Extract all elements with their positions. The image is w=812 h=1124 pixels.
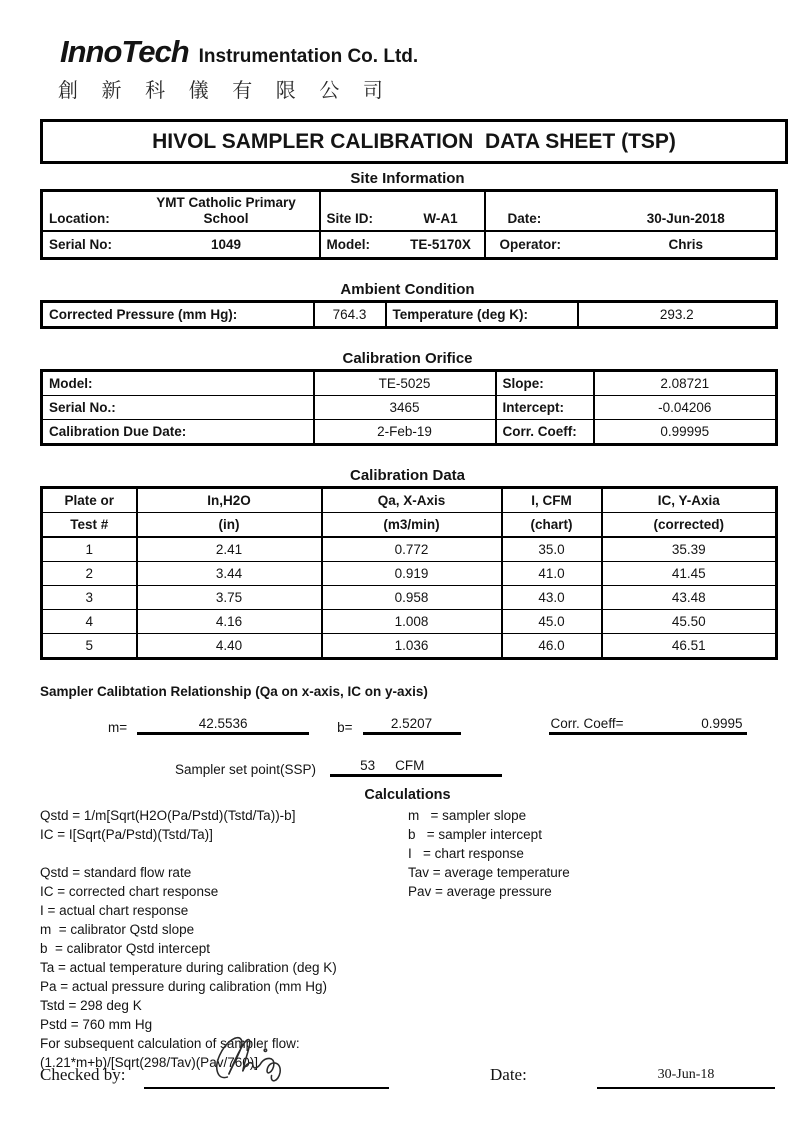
table-row [42, 633, 777, 658]
date-value: 30-Jun-2018 [646, 211, 725, 226]
site-information-table [40, 189, 778, 260]
ambient-condition-table [40, 300, 778, 329]
data-cell: 4 [42, 609, 137, 633]
data-cell: 4.40 [137, 633, 322, 658]
data-cell: 0.772 [322, 537, 502, 562]
data-cell: 1.008 [322, 609, 502, 633]
calibration-orifice-heading: Calibration Orifice [342, 349, 473, 367]
model-label: Model: [320, 231, 398, 258]
corr-coeff-value: 0.99995 [594, 419, 777, 444]
legend-line: Tav = average temperature [408, 864, 570, 880]
data-cell: 41.45 [602, 561, 777, 585]
data-cell: 3.75 [137, 585, 322, 609]
table-row [42, 395, 777, 419]
checked-by-label: Checked by: [40, 1065, 126, 1084]
col-header: Plate or [64, 492, 115, 508]
pressure-value: 764.3 [314, 301, 386, 327]
formula-line: Ta = actual temperature during calibration (deg K) [40, 959, 337, 975]
due-date-label: Calibration Due Date: [42, 419, 314, 444]
model-value: TE-5170X [398, 231, 485, 258]
footer-date-line [597, 1087, 775, 1089]
data-cell: 41.0 [502, 561, 602, 585]
formula-line: b = calibrator Qstd intercept [40, 940, 210, 956]
footer-date-value: 30-Jun-18 [657, 1067, 715, 1082]
location-value: YMT Catholic Primary School [156, 195, 296, 226]
m-label: m= [108, 719, 128, 735]
calibration-data-heading: Calibration Data [349, 466, 466, 484]
slope-value: 2.08721 [594, 370, 777, 395]
orifice-serial-value: 3465 [314, 395, 496, 419]
legend-line: m = sampler slope [408, 807, 527, 823]
footer-date-label: Date: [490, 1065, 527, 1084]
table-row [42, 609, 777, 633]
site-information-heading: Site Information [350, 170, 465, 187]
corr-coeff-result-label: Corr. Coeff= [550, 715, 624, 731]
ssp-label: Sampler set point(SSP) [175, 761, 317, 777]
calibration-data-table [40, 486, 778, 660]
temperature-label: Temperature (deg K): [386, 301, 578, 327]
company-chinese-name: 創 新 科 儀 有 限 公 司 [58, 80, 392, 102]
data-cell: 35.39 [602, 537, 777, 562]
serial-no-label: Serial No: [42, 231, 134, 258]
table-row [42, 585, 777, 609]
date-label: Date: [485, 191, 597, 232]
ssp-unit: CFM [395, 757, 425, 773]
data-cell: 46.51 [602, 633, 777, 658]
data-cell: 46.0 [502, 633, 602, 658]
legend-line: Pav = average pressure [408, 883, 552, 899]
relationship-values-row [40, 713, 775, 735]
data-cell: 0.919 [322, 561, 502, 585]
table-row [42, 231, 777, 258]
data-cell: 3.44 [137, 561, 322, 585]
signature-chris [190, 1029, 350, 1091]
data-cell: 0.958 [322, 585, 502, 609]
table-row [42, 561, 777, 585]
formula-line: Pstd = 760 mm Hg [40, 1016, 153, 1032]
formula-line: I = actual chart response [40, 902, 189, 918]
site-id-value: W-A1 [423, 211, 458, 226]
table-row [42, 419, 777, 444]
company-suffix: Instrumentation Co. Ltd. [198, 46, 419, 67]
document-title-box [40, 119, 788, 164]
intercept-label: Intercept: [496, 395, 594, 419]
data-cell: 1 [42, 537, 137, 562]
company-logo-text: InnoTech [60, 34, 189, 69]
calculations-block [40, 806, 775, 1072]
col-subheader: Test # [42, 512, 137, 537]
site-id-label: Site ID: [320, 191, 398, 232]
data-cell: 2.41 [137, 537, 322, 562]
company-letterhead [40, 34, 775, 70]
formula-line: For subsequent calculation of sampler flow: [40, 1035, 300, 1051]
formula-line: Qstd = 1/m[Sqrt(H2O(Pa/Pstd)(Tstd/Ta))-b] [40, 807, 296, 823]
intercept-value: -0.04206 [594, 395, 777, 419]
relationship-heading: Sampler Calibtation Relationship (Qa on x-axis, IC on y-axis) [40, 683, 428, 699]
col-header: IC, Y-Axia [602, 487, 777, 512]
header-row [42, 487, 777, 512]
pressure-label: Corrected Pressure (mm Hg): [49, 306, 238, 322]
sign-off-footer [40, 1043, 775, 1103]
corr-coeff-result-value: 0.9995 [701, 715, 743, 731]
b-value: 2.5207 [363, 716, 461, 735]
legend-line: b = sampler intercept [408, 826, 542, 842]
table-row [42, 301, 777, 327]
formula-line: (1.21*m+b)/[Sqrt(298/Tav)(Pav/760)] [40, 1054, 258, 1070]
table-row [42, 370, 777, 395]
calibration-orifice-table [40, 369, 778, 446]
col-header: I, CFM [502, 487, 602, 512]
corr-coeff-group [549, 716, 747, 735]
data-cell: 43.48 [602, 585, 777, 609]
calculations-heading: Calculations [364, 786, 451, 803]
temperature-value: 293.2 [578, 301, 777, 327]
legend-line: I = chart response [408, 845, 524, 861]
table-row [42, 537, 777, 562]
data-cell: 35.0 [502, 537, 602, 562]
data-cell: 5 [42, 633, 137, 658]
due-date-value: 2-Feb-19 [314, 419, 496, 444]
orifice-model-label: Model: [49, 375, 93, 391]
ssp-value: 53 [360, 757, 376, 773]
formula-line [40, 844, 408, 863]
orifice-model-value: TE-5025 [314, 370, 496, 395]
operator-value: Chris [597, 231, 777, 258]
data-cell: 4.16 [137, 609, 322, 633]
calculations-right-column [408, 806, 768, 1072]
document-title: HIVOL SAMPLER CALIBRATION DATA SHEET (TSP) [152, 129, 676, 153]
corr-coeff-label: Corr. Coeff: [496, 419, 594, 444]
data-cell: 3 [42, 585, 137, 609]
col-subheader: (m3/min) [322, 512, 502, 537]
ambient-condition-heading: Ambient Condition [340, 280, 475, 298]
ssp-value-group [330, 758, 502, 777]
col-subheader: (in) [137, 512, 322, 537]
header-row [42, 512, 777, 537]
serial-no-value: 1049 [134, 231, 320, 258]
b-label: b= [337, 719, 353, 735]
data-cell: 45.50 [602, 609, 777, 633]
orifice-serial-label: Serial No.: [42, 395, 314, 419]
data-cell: 2 [42, 561, 137, 585]
col-subheader: (chart) [502, 512, 602, 537]
location-label: Location: [49, 211, 110, 226]
data-cell: 45.0 [502, 609, 602, 633]
formula-line: IC = I[Sqrt(Pa/Pstd)(Tstd/Ta)] [40, 826, 213, 842]
col-header: Qa, X-Axis [322, 487, 502, 512]
formula-line: Pa = actual pressure during calibration (mm Hg) [40, 978, 328, 994]
formula-line: Tstd = 298 deg K [40, 997, 142, 1013]
formula-line: IC = corrected chart response [40, 883, 219, 899]
operator-label: Operator: [485, 231, 597, 258]
table-row [42, 191, 777, 232]
formula-line: Qstd = standard flow rate [40, 864, 192, 880]
data-cell: 1.036 [322, 633, 502, 658]
m-value: 42.5536 [137, 716, 309, 735]
sampler-set-point-row [40, 755, 775, 777]
col-header: In,H2O [137, 487, 322, 512]
data-cell: 43.0 [502, 585, 602, 609]
slope-label: Slope: [496, 370, 594, 395]
formula-line: m = calibrator Qstd slope [40, 921, 195, 937]
col-subheader: (corrected) [602, 512, 777, 537]
